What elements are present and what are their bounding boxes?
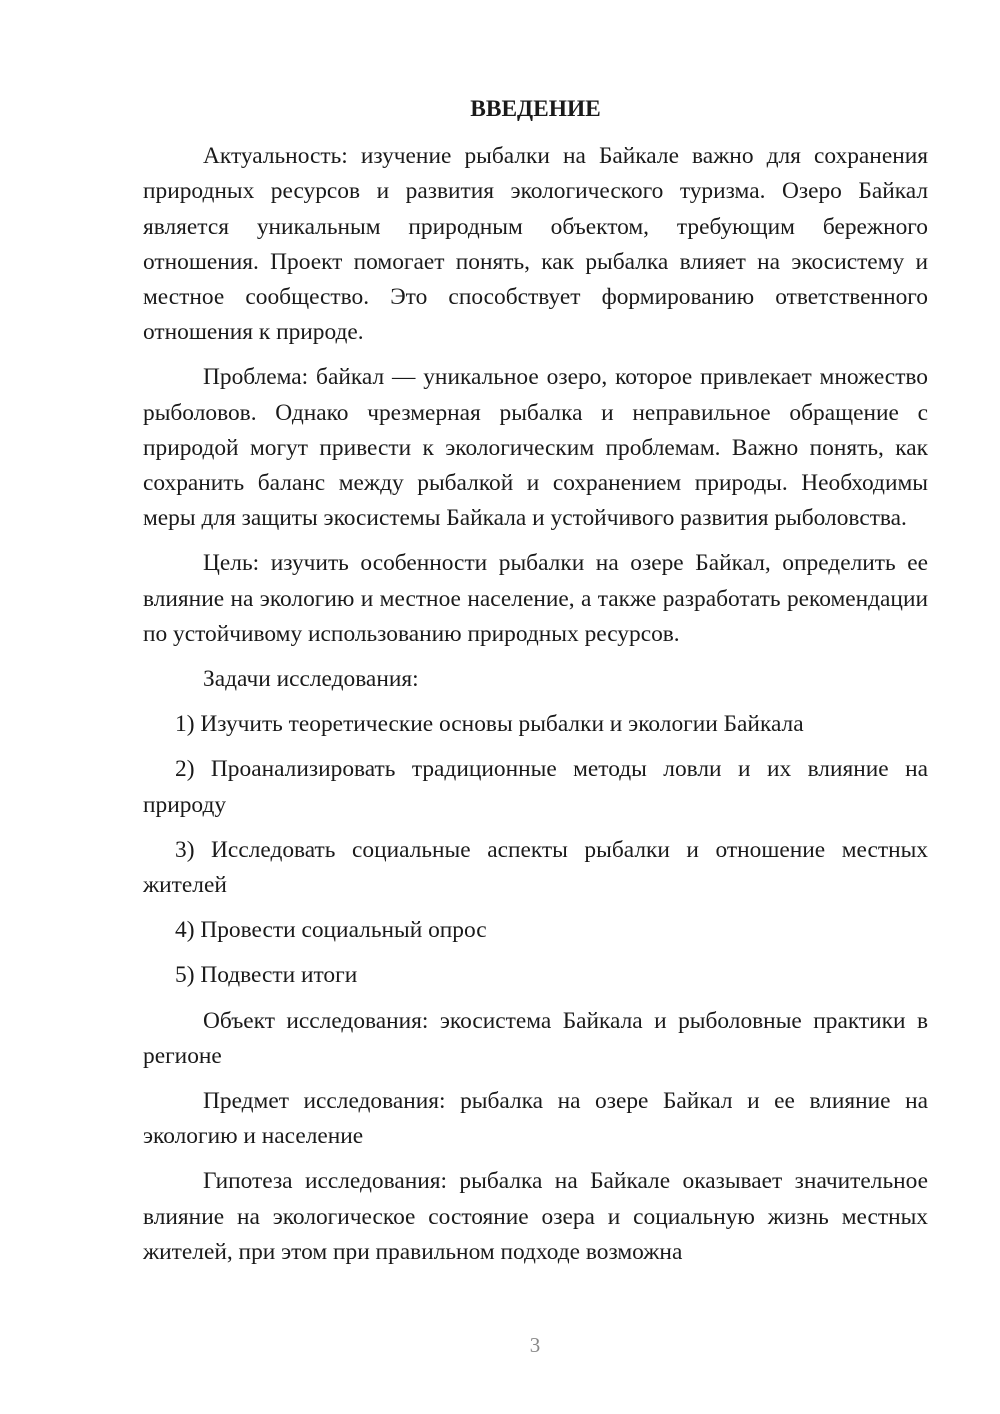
task-item-3: 3) Исследовать социальные аспекты рыбалки и отношение местных жителей: [143, 836, 928, 899]
document-body: [143, 92, 928, 1280]
page-number: 3: [529, 1333, 541, 1357]
paragraph-hypothesis: Гипотеза исследования: рыбалка на Байкале оказывает значительное влияние на экологическое состояние озера и социальную жизнь местных жителей, при этом при правильном подходе возможна: [143, 1168, 928, 1265]
paragraph-subject: Предмет исследования: рыбалка на озере Байкал и ее влияние на экологию и население: [143, 1088, 928, 1150]
task-item-2: 2) Проанализировать традиционные методы ловли и их влияние на природу: [143, 756, 928, 818]
task-item-1: 1) Изучить теоретические основы рыбалки и экологии Байкала: [175, 711, 804, 738]
task-item-5: 5) Подвести итоги: [175, 962, 358, 989]
task-item-4: 4) Провести социальный опрос: [175, 917, 487, 944]
paragraph-problem: Проблема: байкал — уникальное озеро, которое привлекает множество рыболовов. Однако чрезмерная рыбалка и неправильное обращение с природой могут привести к экологическим проблемам. Важно понять, как сохранить баланс между рыбалкой и сохранением природы. Необходимы меры для защиты экосистемы Байкала и устойчивого развития рыболовства.: [143, 364, 928, 532]
paragraph-object: Объект исследования: экосистема Байкала и рыболовные практики в регионе: [143, 1007, 928, 1069]
tasks-heading: Задачи исследования:: [203, 666, 419, 693]
section-title: ВВЕДЕНИЕ: [470, 96, 601, 122]
paragraph-goal: Цель: изучить особенности рыбалки на озере Байкал, определить ее влияние на экологию и местное население, а также разработать рекомендации по устойчивому использованию природных ресурсов.: [143, 550, 928, 647]
paragraph-relevance: Актуальность: изучение рыбалки на Байкале важно для сохранения природных ресурсов и развития экологического туризма. Озеро Байкал является уникальным природным объектом, требующим бережного отношения. Проект помогает понять, как рыбалка влияет на экосистему и местное сообщество. Это способствует формированию ответственного отношения к природе.: [143, 143, 928, 346]
